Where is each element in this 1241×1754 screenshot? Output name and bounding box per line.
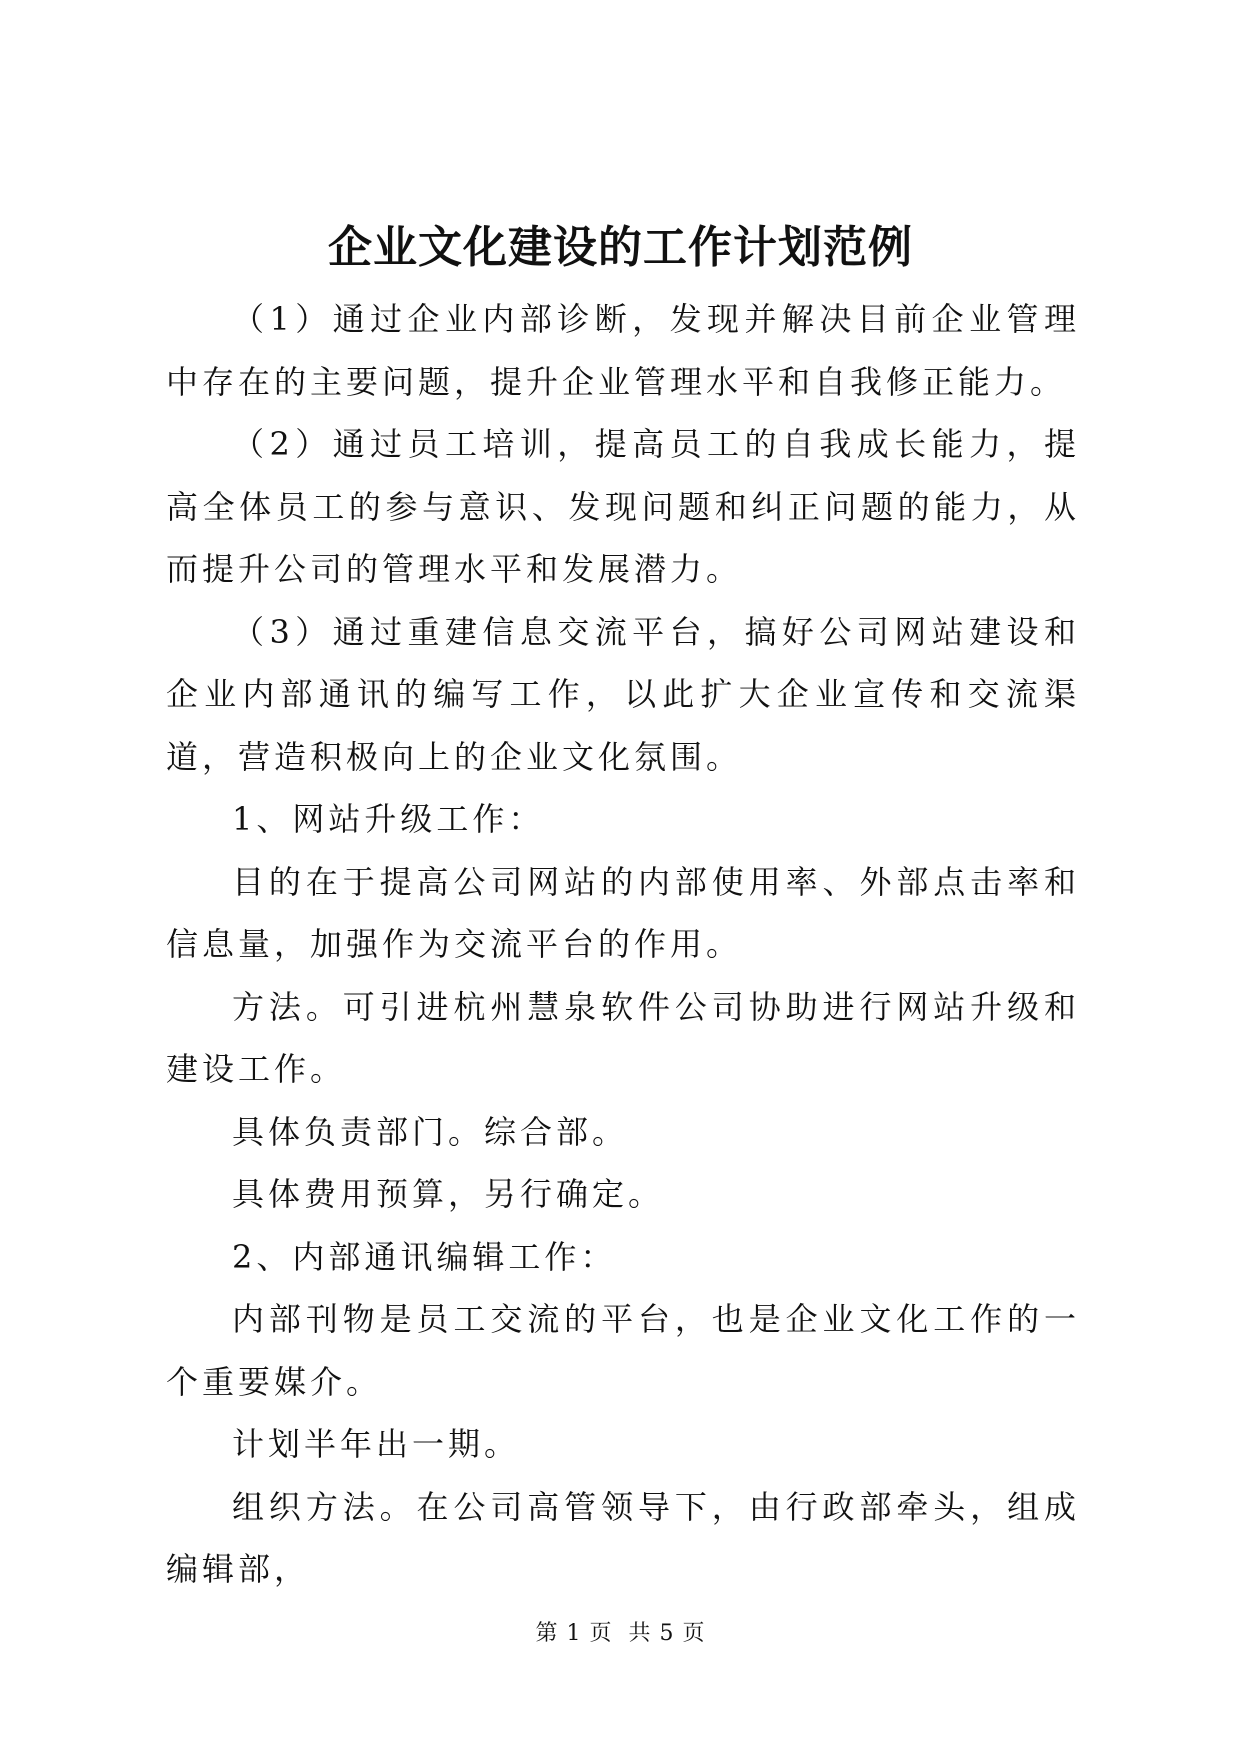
paragraph: 内部刊物是员工交流的平台，也是企业文化工作的一个重要媒介。 [166,1300,1080,1401]
document-title: 企业文化建设的工作计划范例 [328,222,913,273]
paragraph: 具体负责部门。综合部。 [232,1112,629,1151]
section-heading: 1、网站升级工作： [232,800,545,838]
page-number-label: 第 1 页 共 5 页 [535,1621,706,1646]
paragraph: 具体费用预算，另行确定。 [232,1175,665,1213]
paragraph: 方法。可引进杭州慧泉软件公司协助进行网站升级和建设工作。 [166,987,1080,1088]
paragraph: 目的在于提高公司网站的内部使用率、外部点击率和信息量，加强作为交流平台的作用。 [166,862,1080,963]
paragraph: 计划半年出一期。 [232,1425,521,1463]
document-body [166,288,1080,1601]
section-heading: 2、内部通讯编辑工作： [232,1237,617,1276]
paragraph: 组织方法。在公司高管领导下，由行政部牵头，组成编辑部， [166,1487,1080,1588]
paragraph: （2）通过员工培训，提高员工的自我成长能力，提高全体员工的参与意识、发现问题和纠正问题的能力，从而提升公司的管理水平和发展潜力。 [166,425,1080,588]
page-footer [0,1619,1241,1649]
paragraph: （1）通过企业内部诊断，发现并解决目前企业管理中存在的主要问题，提升企业管理水平和自我修正能力。 [166,300,1080,401]
paragraph: （3）通过重建信息交流平台，搞好公司网站建设和企业内部通讯的编写工作，以此扩大企业宣传和交流渠道，营造积极向上的企业文化氛围。 [166,612,1080,776]
